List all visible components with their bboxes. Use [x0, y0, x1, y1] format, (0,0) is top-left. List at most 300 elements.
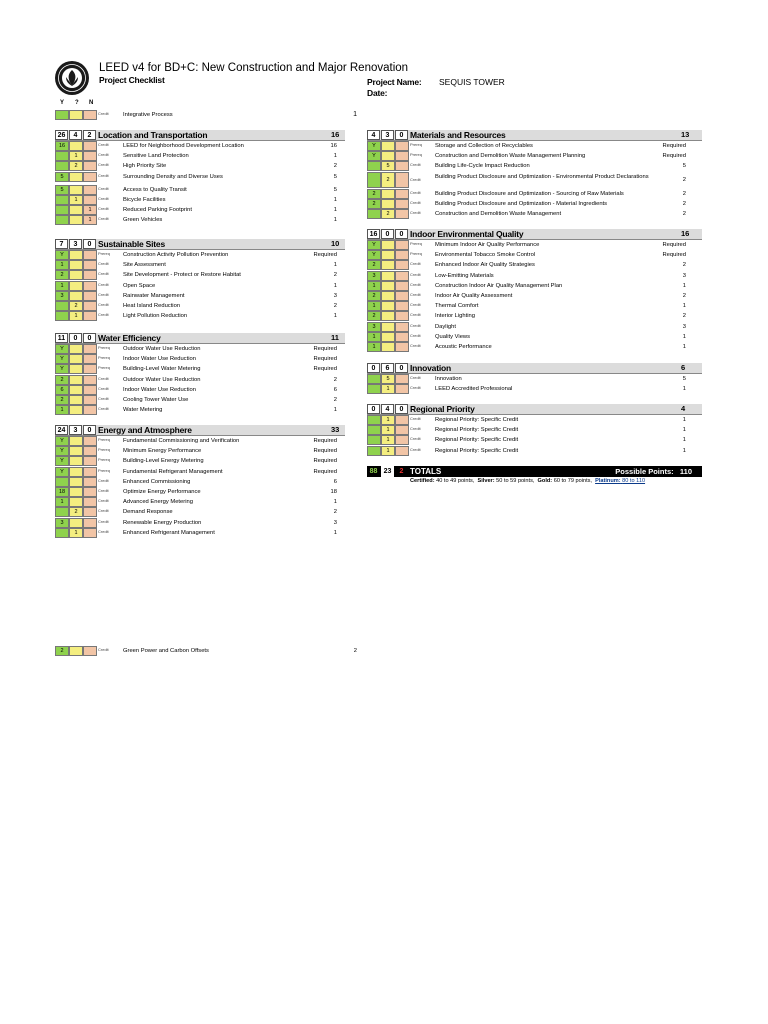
no-cell[interactable]	[395, 446, 409, 456]
yes-cell[interactable]	[55, 205, 69, 215]
maybe-cell[interactable]	[69, 141, 83, 151]
credit-points: 2	[333, 376, 337, 383]
platinum-range[interactable]: Platinum: 80 to 110	[595, 478, 646, 484]
yes-cell[interactable]: 2	[367, 189, 381, 199]
no-cell[interactable]	[395, 250, 409, 260]
checklist-row	[55, 364, 355, 374]
section-name: Indoor Environmental Quality	[410, 229, 524, 239]
no-cell[interactable]	[83, 456, 97, 466]
yes-cell[interactable]: Y	[367, 240, 381, 250]
credit-name: Building-Level Energy Metering	[123, 458, 204, 465]
no-cell[interactable]	[83, 260, 97, 270]
no-cell[interactable]	[83, 195, 97, 205]
no-cell[interactable]	[395, 281, 409, 291]
checklist-row	[367, 141, 686, 151]
maybe-cell[interactable]: 1	[69, 311, 83, 321]
credit-type-label: Prereq	[98, 437, 111, 442]
maybe-cell[interactable]: 2	[69, 161, 83, 171]
credit-points: 1	[353, 111, 357, 118]
credit-type-label: Credit	[410, 446, 421, 452]
maybe-cell[interactable]: 2	[381, 209, 395, 219]
section-count-no: 2	[83, 130, 96, 140]
no-cell[interactable]	[83, 395, 97, 405]
credit-name: Outdoor Water Use Reduction	[123, 376, 201, 383]
credit-points: Required	[662, 252, 686, 259]
credit-type-label: Credit	[410, 385, 421, 391]
checklist-row	[367, 332, 686, 342]
maybe-cell[interactable]	[69, 385, 83, 395]
no-cell[interactable]	[83, 646, 97, 656]
yes-cell[interactable]: 1	[55, 497, 69, 507]
credit-name: Enhanced Commissioning	[123, 478, 191, 485]
credit-type-label: Credit	[410, 302, 421, 308]
no-cell[interactable]	[83, 385, 97, 395]
maybe-cell[interactable]: 2	[381, 172, 395, 188]
no-cell[interactable]	[83, 344, 97, 354]
credit-type-label: Credit	[98, 647, 109, 652]
credit-type-label: Prereq	[98, 355, 111, 361]
yes-cell[interactable]: 2	[367, 199, 381, 209]
yes-cell[interactable]	[55, 215, 69, 225]
credit-type-label: Credit	[98, 172, 109, 178]
credit-name: Renewable Energy Production	[123, 519, 202, 526]
credit-name: Enhanced Indoor Air Quality Strategies	[435, 262, 535, 269]
maybe-cell[interactable]	[69, 646, 83, 656]
maybe-cell[interactable]	[381, 199, 395, 209]
maybe-cell[interactable]	[69, 215, 83, 225]
no-cell[interactable]	[83, 364, 97, 374]
checklist-row	[55, 151, 355, 161]
yes-cell[interactable]	[367, 415, 381, 425]
no-cell[interactable]	[83, 405, 97, 415]
maybe-cell[interactable]	[69, 497, 83, 507]
credit-points: 2	[682, 176, 686, 183]
no-cell[interactable]	[83, 354, 97, 364]
credit-type-label: Credit	[98, 185, 109, 191]
maybe-cell[interactable]	[69, 344, 83, 354]
yes-column-head: Y	[60, 100, 65, 106]
totals-bar	[367, 466, 702, 477]
maybe-cell[interactable]	[381, 342, 395, 352]
no-cell[interactable]	[83, 161, 97, 171]
credit-name: Sensitive Land Protection	[123, 153, 189, 160]
yes-cell[interactable]	[367, 384, 381, 394]
yes-cell[interactable]: 2	[367, 291, 381, 301]
credit-points: 16	[330, 143, 337, 149]
yes-cell[interactable]	[55, 311, 69, 321]
yes-cell[interactable]: 6	[55, 385, 69, 395]
no-cell[interactable]	[83, 291, 97, 301]
no-cell[interactable]	[395, 435, 409, 445]
section-count-no: 0	[83, 239, 96, 249]
no-cell[interactable]	[395, 151, 409, 161]
credit-type-label: Credit	[98, 518, 109, 524]
credit-type-label: Credit	[410, 281, 421, 287]
credit-type-label: Credit	[410, 271, 421, 277]
no-cell[interactable]	[395, 332, 409, 342]
checklist-row	[367, 342, 686, 352]
credit-type-label: Credit	[98, 216, 109, 222]
credit-name: Indoor Water Use Reduction	[123, 356, 196, 363]
no-cell[interactable]	[83, 446, 97, 456]
yes-cell[interactable]: 1	[55, 281, 69, 291]
checklist-row	[367, 240, 686, 250]
credit-points: Required	[313, 448, 337, 455]
section-count-no: 0	[395, 130, 408, 140]
credit-type-label: Credit	[98, 528, 109, 534]
maybe-cell[interactable]	[69, 518, 83, 528]
no-cell[interactable]	[395, 311, 409, 321]
checklist-row	[367, 291, 686, 301]
credit-name: Low-Emitting Materials	[435, 272, 494, 279]
yes-cell[interactable]	[367, 374, 381, 384]
maybe-cell[interactable]	[381, 291, 395, 301]
no-cell[interactable]	[83, 185, 97, 195]
no-cell[interactable]	[83, 477, 97, 487]
no-cell[interactable]	[83, 467, 97, 477]
no-cell[interactable]	[395, 425, 409, 435]
maybe-cell[interactable]: 1	[381, 425, 395, 435]
yes-cell[interactable]	[367, 172, 381, 188]
yes-cell[interactable]: 2	[55, 646, 69, 656]
credit-name: Indoor Water Use Reduction	[123, 386, 196, 393]
section-name: Sustainable Sites	[98, 239, 165, 249]
no-cell[interactable]: 1	[83, 215, 97, 225]
checklist-row	[55, 518, 355, 528]
yes-cell[interactable]: Y	[367, 151, 381, 161]
credit-type-label: Credit	[98, 488, 109, 493]
maybe-cell[interactable]	[69, 270, 83, 280]
yes-cell[interactable]: 18	[55, 487, 69, 497]
maybe-cell[interactable]	[381, 260, 395, 270]
checklist-row	[367, 301, 686, 311]
credit-name: Reduced Parking Footprint	[123, 207, 192, 213]
checklist-row	[55, 497, 355, 507]
yes-cell[interactable]: 1	[55, 405, 69, 415]
maybe-cell[interactable]	[69, 364, 83, 374]
credit-name: Outdoor Water Use Reduction	[123, 346, 201, 352]
maybe-cell[interactable]	[69, 446, 83, 456]
section-count-maybe: 3	[69, 425, 82, 435]
credit-points: 2	[353, 648, 357, 654]
yes-cell[interactable]: 2	[55, 375, 69, 385]
maybe-cell[interactable]: 2	[69, 507, 83, 517]
project-name-label: Project Name:	[367, 77, 422, 87]
yes-cell[interactable]	[367, 435, 381, 445]
no-cell[interactable]: 1	[83, 205, 97, 215]
no-cell[interactable]	[395, 291, 409, 301]
credit-points: Required	[313, 366, 337, 373]
maybe-cell[interactable]	[69, 456, 83, 466]
yes-cell[interactable]	[367, 446, 381, 456]
credit-points: Required	[313, 438, 337, 444]
no-column-head: N	[89, 100, 94, 106]
maybe-cell[interactable]	[69, 395, 83, 405]
yes-cell[interactable]: 2	[55, 395, 69, 405]
credit-type-label: Prereq	[98, 345, 111, 350]
yes-cell[interactable]	[55, 151, 69, 161]
maybe-cell[interactable]	[69, 467, 83, 477]
yes-cell[interactable]: 1	[367, 342, 381, 352]
checklist-row	[55, 291, 355, 301]
credit-points: 1	[333, 153, 337, 160]
no-cell[interactable]	[395, 199, 409, 209]
credit-name: Innovation	[435, 376, 462, 382]
credit-name: Access to Quality Transit	[123, 186, 187, 193]
credit-type-label: Credit	[98, 385, 109, 391]
totals-yes: 88	[369, 468, 378, 475]
checklist-row	[55, 260, 355, 270]
yes-cell[interactable]: Y	[55, 364, 69, 374]
maybe-cell[interactable]: 1	[381, 415, 395, 425]
yes-cell[interactable]: 1	[367, 281, 381, 291]
credit-name: Rainwater Management	[123, 292, 185, 299]
no-cell[interactable]	[395, 415, 409, 425]
checklist-row	[55, 311, 355, 321]
maybe-cell[interactable]	[69, 354, 83, 364]
checklist-row	[367, 260, 686, 270]
maybe-cell[interactable]	[69, 205, 83, 215]
maybe-cell[interactable]	[69, 172, 83, 182]
checklist-row	[55, 281, 355, 291]
yes-cell[interactable]	[55, 161, 69, 171]
yes-cell[interactable]: Y	[55, 467, 69, 477]
maybe-cell[interactable]: 5	[381, 161, 395, 171]
maybe-cell[interactable]	[381, 311, 395, 321]
maybe-cell[interactable]	[381, 332, 395, 342]
credit-points: 2	[682, 190, 686, 197]
yes-cell[interactable]: Y	[367, 250, 381, 260]
yes-cell[interactable]	[367, 161, 381, 171]
yes-cell[interactable]	[55, 477, 69, 487]
section-points: 33	[331, 425, 340, 434]
no-cell[interactable]	[395, 161, 409, 171]
yes-cell[interactable]: 16	[55, 141, 69, 151]
yes-cell[interactable]: Y	[55, 344, 69, 354]
yes-cell[interactable]: 5	[55, 172, 69, 182]
maybe-cell[interactable]	[69, 477, 83, 487]
credit-points: 1	[333, 529, 337, 536]
credit-type-label: Prereq	[98, 467, 111, 473]
checklist-row	[55, 375, 355, 385]
maybe-cell[interactable]	[381, 189, 395, 199]
no-cell[interactable]	[83, 141, 97, 151]
yes-cell[interactable]: Y	[55, 250, 69, 260]
credit-points: 18	[330, 489, 337, 495]
maybe-cell[interactable]	[381, 240, 395, 250]
checklist-row	[55, 646, 355, 656]
credit-points: 3	[333, 519, 337, 526]
yes-cell[interactable]: Y	[55, 354, 69, 364]
no-cell[interactable]	[395, 141, 409, 151]
section-count-maybe: 0	[381, 229, 394, 239]
credit-name: Green Vehicles	[123, 217, 163, 224]
credit-name: Building Product Disclosure and Optimization - Sourcing of Raw Materials	[435, 190, 624, 197]
credit-type-label: Credit	[98, 206, 109, 211]
maybe-cell[interactable]	[69, 405, 83, 415]
yes-cell[interactable]: 1	[367, 332, 381, 342]
credit-name: Building Life-Cycle Impact Reduction	[435, 163, 530, 170]
yes-cell[interactable]	[367, 425, 381, 435]
credit-type-label: Credit	[98, 406, 109, 412]
no-cell[interactable]	[83, 151, 97, 161]
no-cell[interactable]	[395, 384, 409, 394]
maybe-cell[interactable]	[69, 487, 83, 497]
no-cell[interactable]	[83, 250, 97, 260]
credit-points: 1	[333, 407, 337, 414]
yes-cell[interactable]: 3	[55, 291, 69, 301]
credit-points: Required	[662, 153, 686, 160]
credit-points: 1	[682, 333, 686, 340]
credit-points: 1	[682, 386, 686, 393]
credit-points: 2	[333, 163, 337, 170]
maybe-cell[interactable]	[381, 151, 395, 161]
yes-cell[interactable]	[367, 209, 381, 219]
no-cell[interactable]	[83, 270, 97, 280]
credit-name: Building Product Disclosure and Optimization - Environmental Product Declarations	[435, 173, 649, 180]
no-cell[interactable]	[395, 209, 409, 219]
yes-cell[interactable]: 2	[367, 260, 381, 270]
yes-cell[interactable]: 2	[367, 311, 381, 321]
maybe-cell[interactable]: 1	[381, 446, 395, 456]
no-cell[interactable]	[395, 240, 409, 250]
no-cell[interactable]	[83, 301, 97, 311]
credit-points: 3	[682, 272, 686, 279]
checklist-row	[367, 435, 686, 445]
no-cell[interactable]	[395, 374, 409, 384]
no-cell[interactable]	[83, 518, 97, 528]
maybe-cell[interactable]	[69, 110, 83, 120]
credit-points: Required	[313, 458, 337, 465]
credit-points: 1	[333, 282, 337, 289]
yes-cell[interactable]: Y	[55, 446, 69, 456]
no-cell[interactable]	[83, 507, 97, 517]
maybe-cell[interactable]	[381, 250, 395, 260]
credit-points: Required	[313, 346, 337, 352]
no-cell[interactable]	[83, 110, 97, 120]
no-cell[interactable]	[395, 189, 409, 199]
checklist-row	[367, 189, 686, 199]
totals-maybe: 23	[381, 466, 394, 477]
credit-name: Cooling Tower Water Use	[123, 397, 189, 403]
checklist-row	[55, 477, 355, 487]
no-cell[interactable]	[395, 342, 409, 352]
no-cell[interactable]	[83, 311, 97, 321]
no-cell[interactable]	[83, 487, 97, 497]
yes-cell[interactable]	[55, 528, 69, 538]
yes-cell[interactable]: 5	[55, 185, 69, 195]
maybe-cell[interactable]	[381, 271, 395, 281]
yes-cell[interactable]: 1	[55, 260, 69, 270]
maybe-cell[interactable]	[381, 322, 395, 332]
maybe-cell[interactable]: 1	[381, 435, 395, 445]
section-points: 11	[331, 333, 339, 342]
checklist-row	[55, 385, 355, 395]
credit-name: Construction Indoor Air Quality Management Plan	[435, 282, 563, 289]
maybe-cell[interactable]: 1	[69, 195, 83, 205]
credit-name: Regional Priority: Specific Credit	[435, 427, 519, 434]
credit-type-label: Credit	[98, 302, 109, 307]
maybe-cell[interactable]	[69, 260, 83, 270]
maybe-cell[interactable]: 1	[381, 384, 395, 394]
credit-name: Building-Level Water Metering	[123, 366, 201, 373]
section-header	[367, 229, 702, 240]
section-header	[367, 404, 702, 415]
yes-cell[interactable]: 2	[55, 270, 69, 280]
yes-cell[interactable]: Y	[367, 141, 381, 151]
credit-points: 2	[682, 293, 686, 299]
maybe-cell[interactable]	[69, 291, 83, 301]
no-cell[interactable]	[83, 172, 97, 182]
no-cell[interactable]	[395, 301, 409, 311]
no-cell[interactable]	[83, 497, 97, 507]
checklist-row	[367, 425, 686, 435]
maybe-cell[interactable]: 5	[381, 374, 395, 384]
no-cell[interactable]	[83, 436, 97, 446]
credit-type-label: Credit	[410, 426, 421, 432]
no-cell[interactable]	[83, 281, 97, 291]
credit-type-label: Credit	[98, 396, 109, 401]
yes-cell[interactable]: 3	[367, 271, 381, 281]
credit-type-label: Credit	[410, 332, 421, 338]
credit-type-label: Credit	[410, 375, 421, 380]
no-cell[interactable]	[395, 260, 409, 270]
yes-cell[interactable]: Y	[55, 456, 69, 466]
section-count-yes: 0	[367, 363, 380, 373]
maybe-cell[interactable]: 1	[69, 151, 83, 161]
credit-name: Construction and Demolition Waste Management	[435, 211, 562, 217]
credit-type-label: Credit	[98, 271, 109, 277]
checklist-row	[55, 250, 355, 260]
no-cell[interactable]	[83, 375, 97, 385]
credit-name: Demand Response	[123, 509, 173, 516]
checklist-row	[367, 384, 686, 394]
maybe-cell[interactable]	[69, 375, 83, 385]
credit-type-label: Credit	[98, 375, 109, 381]
no-cell[interactable]	[395, 322, 409, 332]
yes-cell[interactable]	[55, 110, 69, 120]
no-cell[interactable]	[395, 271, 409, 281]
yes-cell[interactable]: 3	[55, 518, 69, 528]
maybe-cell[interactable]	[69, 281, 83, 291]
maybe-cell[interactable]	[381, 301, 395, 311]
checklist-row	[55, 161, 355, 171]
maybe-cell[interactable]	[69, 250, 83, 260]
credit-points: 1	[682, 427, 686, 434]
credit-name: Acoustic Performance	[435, 344, 492, 350]
maybe-cell[interactable]	[381, 141, 395, 151]
section-count-maybe: 3	[69, 239, 82, 249]
yes-cell[interactable]: 3	[367, 322, 381, 332]
maybe-cell[interactable]: 2	[69, 301, 83, 311]
no-cell[interactable]	[83, 528, 97, 538]
maybe-cell[interactable]	[381, 281, 395, 291]
credit-name: Integrative Process	[123, 112, 173, 118]
yes-cell[interactable]	[55, 301, 69, 311]
yes-cell[interactable]	[55, 195, 69, 205]
maybe-cell[interactable]: 1	[69, 528, 83, 538]
maybe-cell[interactable]	[69, 436, 83, 446]
yes-cell[interactable]	[55, 507, 69, 517]
yes-cell[interactable]: Y	[55, 436, 69, 446]
credit-points: 2	[682, 211, 686, 217]
maybe-cell[interactable]	[69, 185, 83, 195]
credit-name: Regional Priority: Specific Credit	[435, 447, 519, 454]
no-cell[interactable]	[395, 172, 409, 188]
credit-type-label: Credit	[98, 508, 109, 514]
yes-cell[interactable]: 1	[367, 301, 381, 311]
section-name: Energy and Atmosphere	[98, 425, 192, 435]
